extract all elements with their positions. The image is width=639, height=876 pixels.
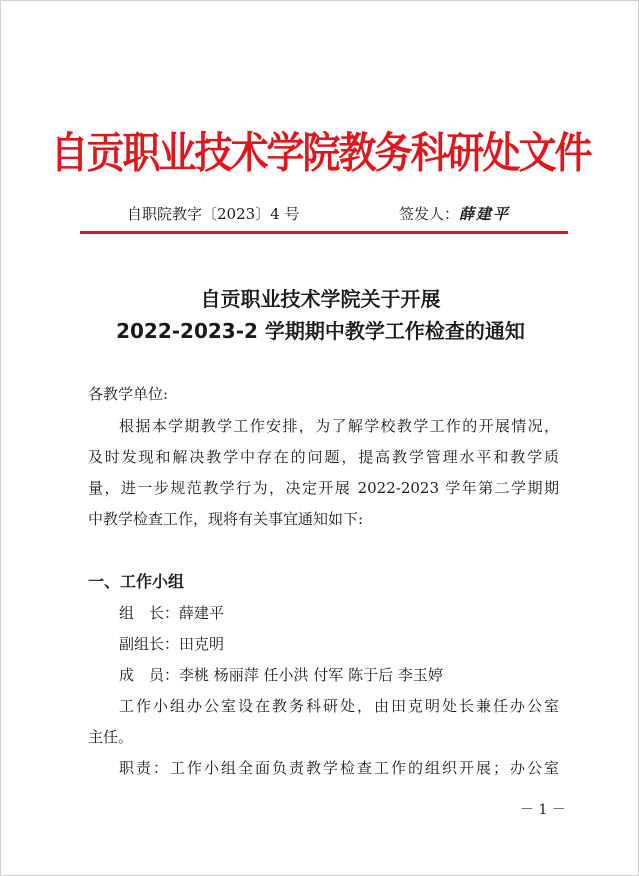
signer-label: 签发人：	[399, 205, 460, 223]
notice-title-line-1: 自贡职业技术学院关于开展	[200, 287, 441, 311]
signer-name: 薛建平	[459, 205, 511, 223]
group-leader: 组 长：薛建平	[119, 604, 225, 622]
intro-line-1: 根据本学期教学工作安排，为了解学校教学工作的开展情况，	[119, 417, 559, 435]
header-red-rule	[80, 231, 568, 234]
document-number: 自职院教字〔2023〕4 号	[127, 205, 300, 223]
section-heading-working-group: 一、工作小组	[88, 572, 185, 591]
document-header-title: 自贡职业技术学院教务科研处文件	[50, 127, 591, 178]
intro-line-3: 量，进一步规范教学行为，决定开展 2022-2023 学年第二学期期	[88, 479, 559, 497]
signer-block	[399, 204, 510, 224]
salutation: 各教学单位:	[88, 385, 169, 403]
group-members: 成 员：李桃 杨丽萍 任小洪 付军 陈于后 李玉婷	[119, 666, 443, 684]
duty-line: 职责：工作小组全面负责教学检查工作的组织开展；办公室	[119, 759, 559, 777]
page-number: － 1 －	[520, 802, 566, 818]
group-deputy-leader: 副组长：田克明	[119, 635, 225, 653]
intro-line-2: 及时发现和解决教学中存在的问题，提高教学管理水平和教学质	[88, 448, 559, 466]
office-line-1: 工作小组办公室设在教务科研处，由田克明处长兼任办公室	[119, 697, 559, 715]
notice-title-line-2: 2022-2023-2 学期期中教学工作检查的通知	[116, 319, 525, 343]
intro-line-4: 中教学检查工作，现将有关事宜通知如下:	[88, 510, 364, 528]
office-line-2: 主任。	[88, 728, 134, 746]
